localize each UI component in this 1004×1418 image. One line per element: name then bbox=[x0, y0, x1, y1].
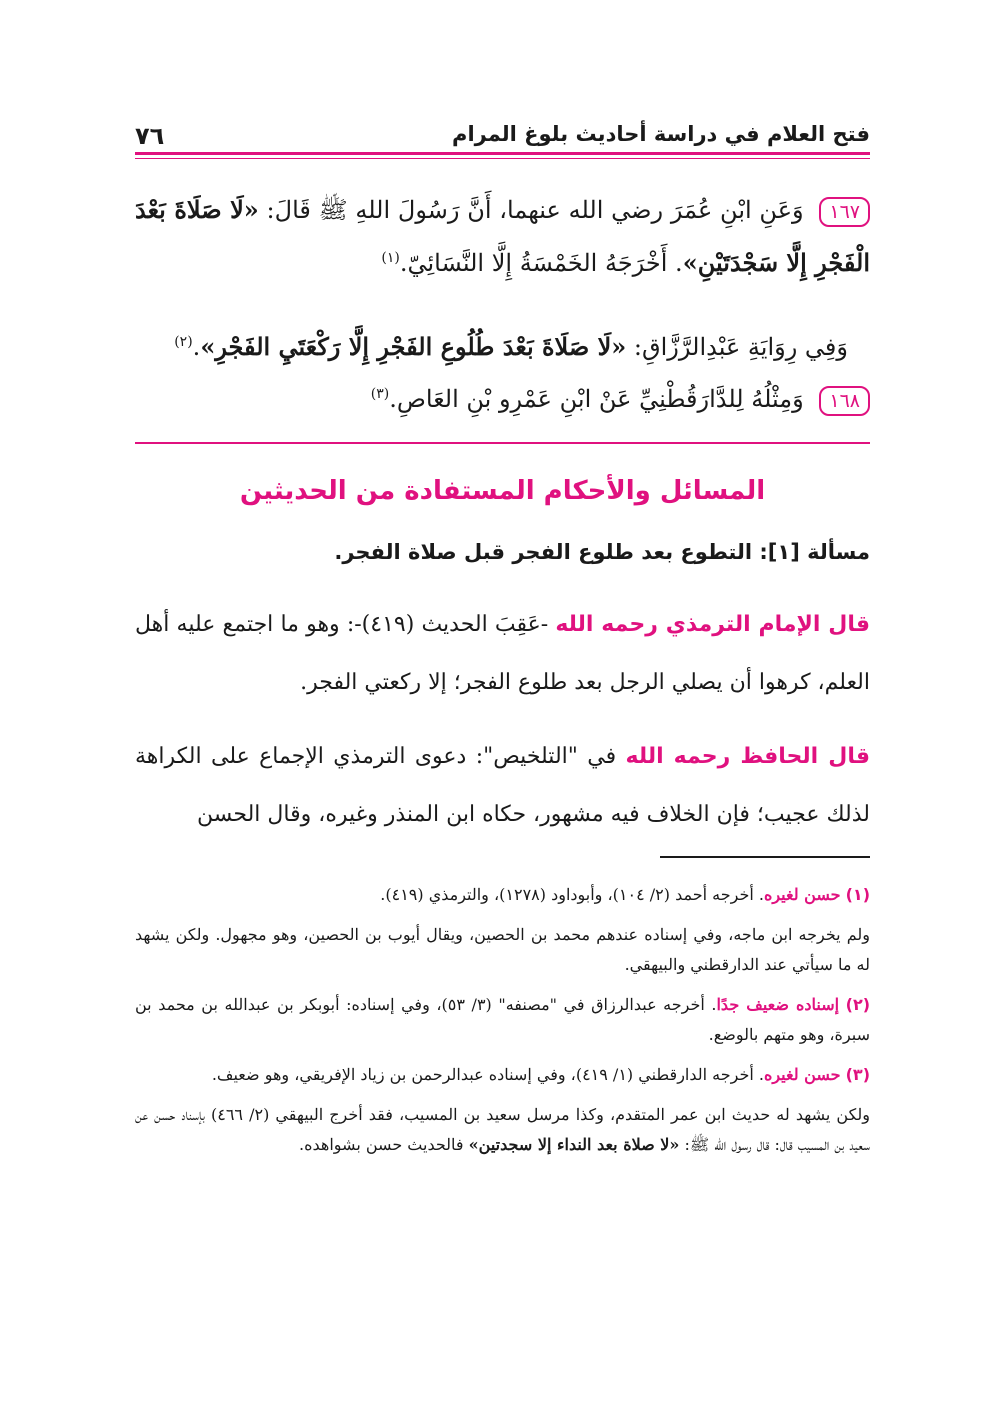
footnote-1 bbox=[135, 880, 870, 910]
issue-heading bbox=[135, 540, 870, 564]
section-divider bbox=[135, 442, 870, 444]
footnote-marker-2[interactable]: (٢) bbox=[174, 334, 193, 350]
footnote-grade: حسن لغيره bbox=[763, 1065, 841, 1084]
hadith-matn: «لَا صَلَاةَ بَعْدَ الْفَجْرِ إِلَّا سَجْدَتَيْنِ» bbox=[135, 195, 870, 277]
hadith-number-badge: ١٦٨ bbox=[819, 386, 870, 416]
riwaya-intro: وَفِي رِوَايَةِ عَبْدِالرَّزَّاقِ: bbox=[626, 333, 848, 361]
paragraph-text: في "التلخيص": دعوى الترمذي الإجماع على الكراهة لذلك عجيب؛ فإن الخلاف فيه مشهور، حكاه ابن المنذر وغيره، وقال الحسن bbox=[135, 744, 870, 827]
footnote-marker-1[interactable]: (١) bbox=[381, 250, 400, 266]
issue-label: مسألة [١]: bbox=[759, 540, 870, 564]
footnotes bbox=[135, 880, 870, 1170]
footnote-separator bbox=[660, 856, 870, 858]
paragraph-hafiz bbox=[135, 728, 870, 844]
footnote-number: (٣) bbox=[845, 1065, 870, 1084]
footnote-grade: إسناده ضعيف جدًا bbox=[716, 995, 840, 1014]
footnote-3-continuation bbox=[135, 1100, 870, 1160]
footnote-3 bbox=[135, 1060, 870, 1090]
footnote-text: . أخرجه أحمد (٢/ ١٠٤)، وأبوداود (١٢٧٨)، والترمذي (٤١٩). bbox=[380, 885, 764, 904]
issue-title: التطوع بعد طلوع الفجر قبل صلاة الفجر. bbox=[334, 540, 753, 564]
header-rule-thin bbox=[135, 158, 870, 159]
footnote-text: . أخرجه عبدالرزاق في "مصنفه" (٣/ ٥٣)، وفي إسناده: أبوبكر بن عبدالله بن محمد بن سبرة، وهو متهم بالوضع. bbox=[135, 995, 870, 1044]
running-title: فتح العلام في دراسة أحاديث بلوغ المرام bbox=[452, 122, 870, 146]
speaker-name: قال الحافظ رحمه الله bbox=[625, 744, 870, 769]
riwaya-abdulrazzaq bbox=[135, 318, 870, 371]
footnote-marker-3[interactable]: (٣) bbox=[370, 386, 390, 402]
footnote-text: . أخرجه الدارقطني (١/ ٤١٩)، وفي إسناده عبدالرحمن بن زياد الإفريقي، وهو ضعيف. bbox=[211, 1065, 764, 1084]
speaker-name: قال الإمام الترمذي رحمه الله bbox=[555, 612, 870, 637]
hadith-167 bbox=[135, 186, 870, 287]
header-rule-thick bbox=[135, 152, 870, 155]
hadith-takhrij: . أَخْرَجَهُ الخَمْسَةُ إِلَّا النَّسَائِيّ. bbox=[399, 249, 683, 277]
footnote-1-continuation: ولم يخرجه ابن ماجه، وفي إسناده عندهم محمد بن الحصين، ويقال أيوب بن الحصين، وهو مجهول. ولكن يشهد له ما سيأتي عند الدارقطني والبيهقي. bbox=[135, 925, 870, 974]
footnote-2 bbox=[135, 990, 870, 1050]
hadith-intro: وَعَنِ ابْنِ عُمَرَ رضي الله عنهما، أَنَّ رَسُولَ اللهِ ﷺ قَالَ: bbox=[258, 196, 804, 224]
paragraph-text: -عَقِبَ الحديث (٤١٩)-: وهو ما اجتمع عليه أهل العلم، كرهوا أن يصلي الرجل بعد طلوع الفجر؛ إلا ركعتي الفجر. bbox=[135, 612, 870, 695]
page-number: ٧٦ bbox=[135, 122, 165, 150]
paragraph-tirmidhi bbox=[135, 596, 870, 712]
footnote-text: فالحديث حسن بشواهده. bbox=[299, 1135, 469, 1154]
footnote-grade: حسن لغيره bbox=[763, 885, 841, 904]
hadith-168 bbox=[135, 370, 870, 423]
footnote-number: (٢) bbox=[845, 995, 871, 1014]
riwaya-tail: . bbox=[192, 333, 201, 361]
hadith-text: وَمِثْلُهُ لِلدَّارَقُطْنِيِّ عَنْ ابْنِ عَمْرِو بْنِ العَاصِ. bbox=[389, 385, 804, 413]
section-heading: المسائل والأحكام المستفادة من الحديثين bbox=[239, 476, 766, 506]
footnote-number: (١) bbox=[845, 885, 870, 904]
riwaya-matn: «لَا صَلَاةَ بَعْدَ طُلُوعِ الفَجْرِ إِلَّا رَكْعَتَيِ الفَجْرِ» bbox=[200, 332, 627, 361]
footnote-text: ولكن يشهد له حديث ابن عمر المتقدم، وكذا مرسل سعيد بن المسيب، فقد أخرج البيهقي (٢/ ٤٦٦) بإسناد حسن عن سعيد بن المسيب قال: قال رسول الله ﷺ: bbox=[135, 1105, 871, 1154]
hadith-number-badge: ١٦٧ bbox=[819, 197, 870, 227]
footnote-matn: «لا صلاة بعد النداء إلا سجدتين» bbox=[468, 1135, 680, 1154]
